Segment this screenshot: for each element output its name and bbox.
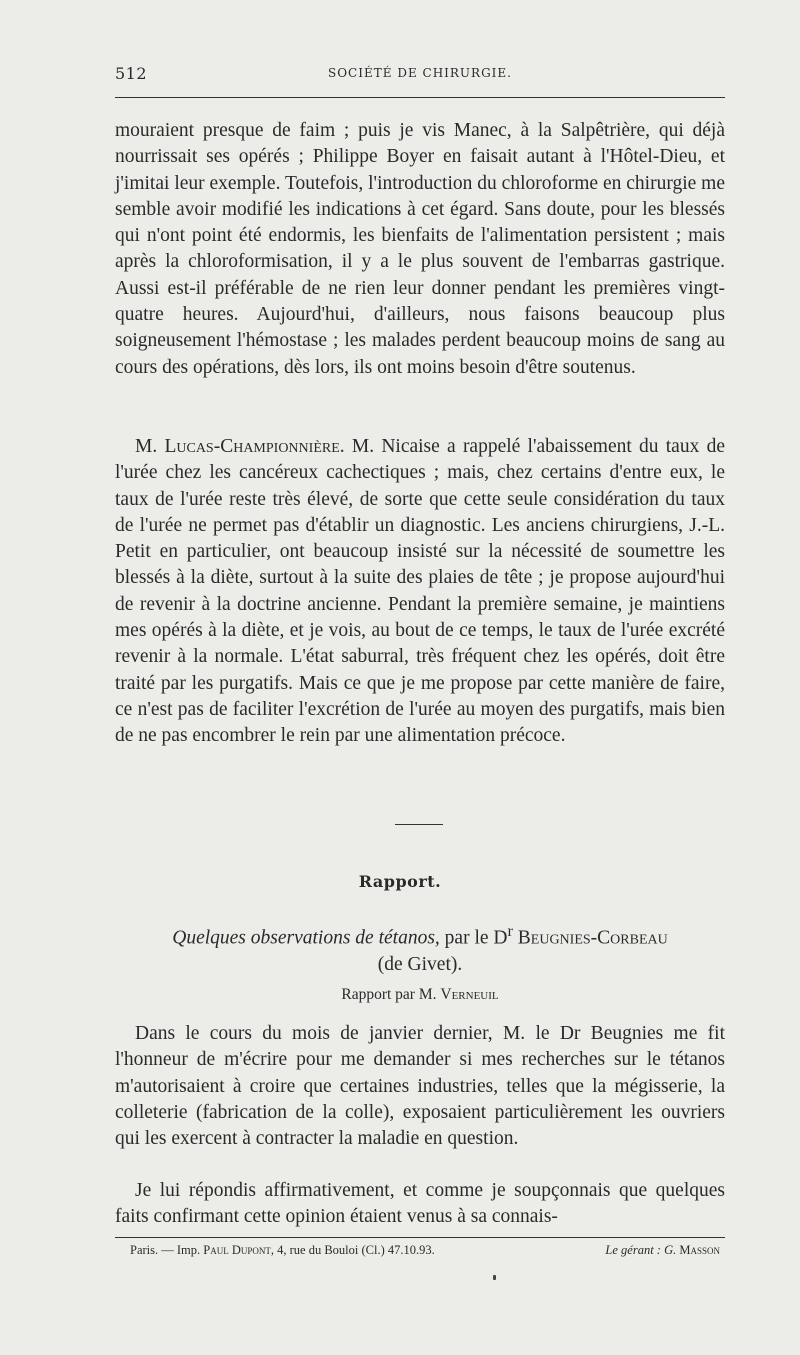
rapporteur-prefix: Rapport par M. <box>341 986 441 1003</box>
article-title <box>115 918 725 978</box>
imprint-suffix: , 4, rue du Bouloi (Cl.) 47.10.93. <box>270 1243 435 1257</box>
speaker-text: M. Nicaise a rappelé l'abaissement du taux de l'urée chez les cancéreux cachectiques ; mais, chez certains d'entre eux, le taux de l'urée reste très élevé, de sorte que cette seule considération du taux de l'urée ne permet pas d'établir un diagnostic. Les anciens chirurgiens, J.-L. Petit en particulier, ont beaucoup insisté sur la nécessité de soumettre les blessés à la diète, surtout à la suite des plaies de tête ; je propose aujourd'hui de revenir à la doctrine ancienne. Pendant la première semaine, je maintiens mes opérés à la diète, et je vois, au bout de ce temps, le taux de l'urée excrété revenir à la normale. L'état saburral, très fréquent chez les opérés, doit être traité par les purgatifs. Mais ce que je me propose par cette manière de faire, ce n'est pas de faciliter l'excrétion de l'urée au moyen des purgatifs, mais bien de ne pas encombrer le rein par une alimentation précoce. <box>115 436 725 747</box>
footer-rule <box>115 1237 725 1238</box>
paragraph-lucas-championniere <box>115 434 725 750</box>
running-title: SOCIÉTÉ DE CHIRURGIE. <box>328 66 512 80</box>
speaker-name: M. Lucas-Championnière. <box>135 436 345 457</box>
imprint-printer <box>130 1243 435 1258</box>
imprint-line <box>130 1243 720 1261</box>
page-number: 512 <box>115 64 148 83</box>
article-title-italic: Quelques observations de tétanos, <box>172 927 440 949</box>
imprint-prefix: Paris. — Imp. <box>130 1243 204 1257</box>
ink-mark <box>493 1275 496 1280</box>
header-rule <box>115 97 725 98</box>
article-title-sup: r <box>507 922 513 940</box>
rapporteur-line <box>115 986 725 1004</box>
paragraph-continuation: mouraient presque de faim ; puis je vis Manec, à la Salpêtrière, qui déjà nourrissait ses opérés ; Philippe Boyer en faisait autant à l'Hôtel-Dieu, et j'imitai leur exemple. Toutefois, l'introduction du chloroforme en chirurgie me semble avoir modifié les indications à cet égard. Sans doute, pour les blessés qui n'ont point été endormis, les bienfaits de l'alimentation persistent ; mais après la chloroformisation, il y a le plus souvent de l'embarras gastrique. Aussi est-il préférable de ne rien leur donner pendant les premières vingt-quatre heures. Aujourd'hui, d'ailleurs, nous faisons beaucoup plus soigneusement l'hémostase ; les malades perdent beaucoup moins de sang au cours des opérations, dès lors, ils ont moins besoin d'être soutenus. <box>115 120 725 378</box>
article-title-by: par le D <box>439 927 508 949</box>
imprint-printer-name: Paul Dupont <box>203 1243 271 1257</box>
gerant-name: Masson <box>679 1243 720 1257</box>
article-place: (de Givet). <box>377 953 463 975</box>
article-author: Beugnies-Corbeau <box>512 927 668 949</box>
paragraph-report-2: Je lui répondis affirmativement, et comme je soupçonnais que quelques faits confirmant cette opinion étaient venus à sa connais- <box>115 1180 725 1228</box>
imprint-gerant <box>605 1243 720 1258</box>
section-heading: Rapport. <box>358 872 442 891</box>
gerant-label: Le gérant : G. <box>605 1243 680 1257</box>
rapporteur-name: Verneuil <box>440 986 499 1003</box>
page-header <box>115 64 725 88</box>
paragraph-report-1: Dans le cours du mois de janvier dernier, M. le Dr Beugnies me fit l'honneur de m'écrire pour me demander si mes recherches sur le tétanos m'autorisaient à croire que certaines industries, telles que la mégisserie, la colleterie (fabrication de la colle), exposaient particulièrement les ouvriers qui les exercent à contracter la maladie en question. <box>115 1023 725 1150</box>
section-separator <box>395 824 443 825</box>
